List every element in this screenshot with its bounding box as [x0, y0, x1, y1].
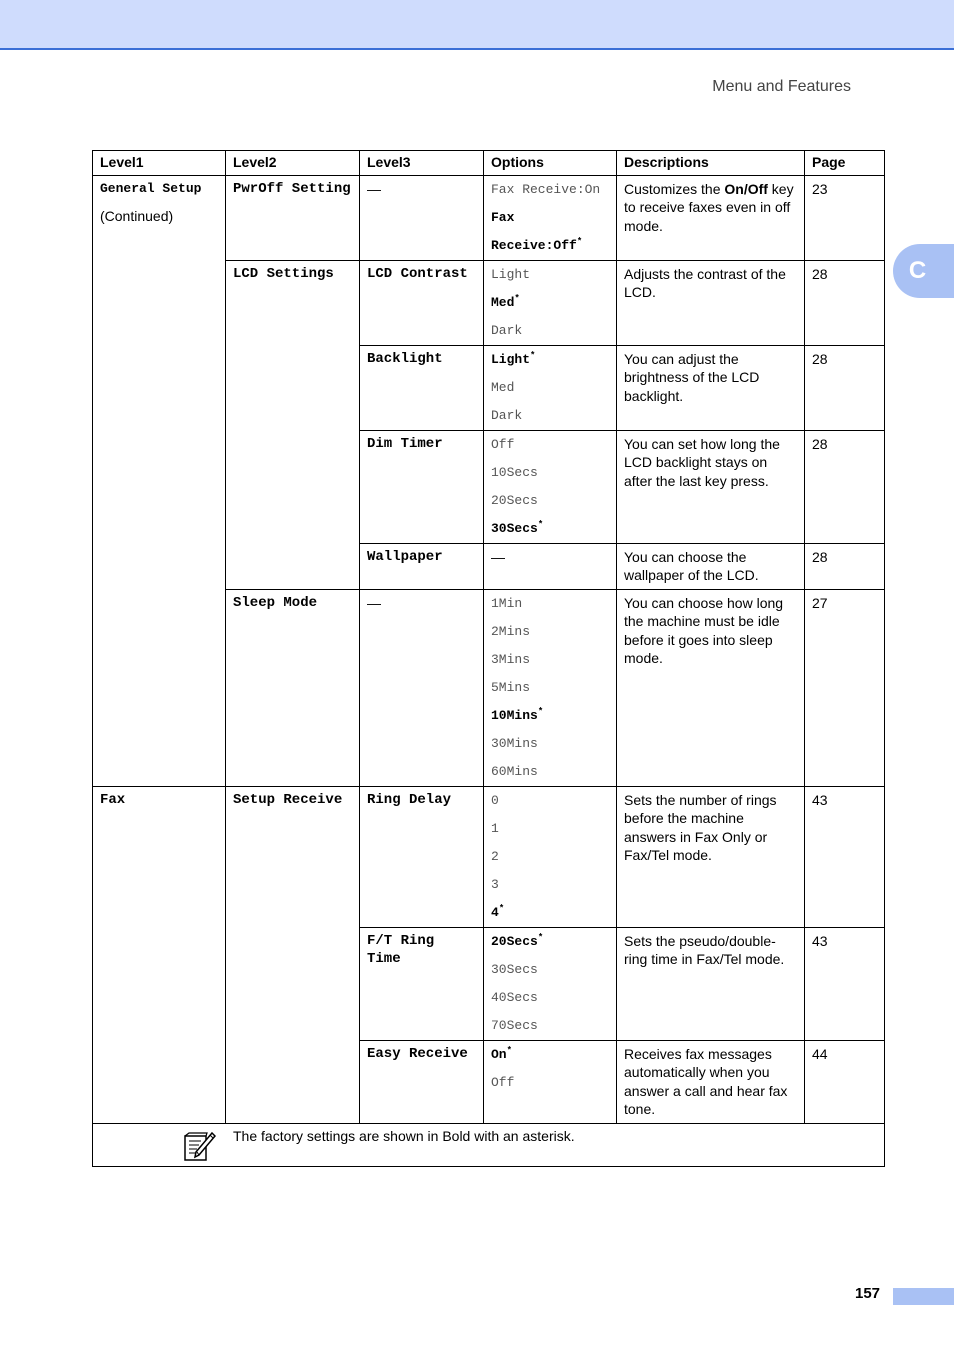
level3-backlight: Backlight — [360, 345, 484, 430]
note-text: The factory settings are shown in Bold with an asterisk. — [233, 1127, 575, 1144]
level2-lcd-settings: LCD Settings — [226, 260, 360, 589]
level3-ring-delay: Ring Delay — [360, 786, 484, 927]
level2-setup-receive: Setup Receive — [226, 786, 360, 1123]
page-cell: 28 — [805, 345, 885, 430]
option: 3Mins — [491, 651, 531, 667]
column-header: Level1 — [93, 151, 226, 176]
description-cell: You can choose how long the machine must be idle before it goes into sleep mode. — [617, 589, 805, 786]
option: 10Secs — [491, 464, 538, 480]
page-cell: 23 — [805, 175, 885, 260]
column-header: Descriptions — [617, 151, 805, 176]
page-cell: 28 — [805, 430, 885, 543]
option: 3 — [491, 876, 499, 892]
level3-easy-receive: Easy Receive — [360, 1040, 484, 1123]
chapter-tab: C — [893, 244, 954, 298]
level3-dim-timer: Dim Timer — [360, 430, 484, 543]
page-cell: 43 — [805, 927, 885, 1040]
option-default: Light* — [491, 350, 536, 367]
description-cell: You can choose the wallpaper of the LCD. — [617, 543, 805, 589]
options-cell — [484, 1040, 617, 1123]
option: 5Mins — [491, 679, 531, 695]
options-cell — [484, 175, 617, 260]
option: Dark — [491, 322, 523, 338]
option: Off — [491, 436, 515, 452]
page-cell: 43 — [805, 786, 885, 927]
description-cell: Sets the number of rings before the machine answers in Fax Only or Fax/Tel mode. — [617, 786, 805, 927]
option: 40Secs — [491, 989, 538, 1005]
option: Dark — [491, 407, 523, 423]
level2-pwroff-setting: PwrOff Setting — [226, 175, 360, 260]
option: 30Mins — [491, 735, 538, 751]
menu-table — [92, 150, 885, 1167]
level3-dash: — — [360, 175, 484, 260]
description-cell: Sets the pseudo/double-ring time in Fax/Tel mode. — [617, 927, 805, 1040]
option: 1 — [491, 820, 499, 836]
option-default: On* — [491, 1045, 513, 1062]
option-default: Med* — [491, 293, 520, 310]
options-cell — [484, 430, 617, 543]
options-cell — [484, 345, 617, 430]
options-cell — [484, 589, 617, 786]
column-header: Page — [805, 151, 885, 176]
option-default: 20Secs* — [491, 932, 544, 949]
description-cell: Receives fax messages automatically when you answer a call and hear fax tone. — [617, 1040, 805, 1123]
level3-ft-ring-time: F/T Ring Time — [360, 927, 484, 1040]
option-default: 4* — [491, 903, 505, 920]
option: 0 — [491, 792, 499, 808]
option: 70Secs — [491, 1017, 538, 1033]
options-cell — [484, 927, 617, 1040]
option: 2Mins — [491, 623, 531, 639]
options-cell — [484, 786, 617, 927]
description-cell: Customizes the On/Off key to receive faxes even in off mode. — [617, 175, 805, 260]
top-header-bar — [0, 0, 954, 50]
level1-cell — [93, 175, 226, 786]
page-number: 157 — [855, 1285, 881, 1302]
page-cell: 27 — [805, 589, 885, 786]
footer-bar — [893, 1288, 954, 1305]
level1-fax: Fax — [93, 786, 226, 1123]
page-cell: 28 — [805, 543, 885, 589]
options-dash: — — [484, 543, 617, 589]
level3-dash: — — [360, 589, 484, 786]
option: 30Secs — [491, 961, 538, 977]
option-default: 10Mins* — [491, 706, 544, 723]
level3-lcd-contrast: LCD Contrast — [360, 260, 484, 345]
option-default: Fax Receive:Off* — [491, 209, 583, 253]
description-cell: You can set how long the LCD backlight stays on after the last key press. — [617, 430, 805, 543]
option: 1Min — [491, 595, 523, 611]
section-title: Menu and Features — [712, 78, 851, 95]
column-header: Level2 — [226, 151, 360, 176]
level2-sleep-mode: Sleep Mode — [226, 589, 360, 786]
description-cell: Adjusts the contrast of the LCD. — [617, 260, 805, 345]
option: Med — [491, 379, 515, 395]
column-header: Level3 — [360, 151, 484, 176]
level3-wallpaper: Wallpaper — [360, 543, 484, 589]
page-cell: 44 — [805, 1040, 885, 1123]
level1-general-setup: General Setup — [100, 180, 202, 196]
option-default: 30Secs* — [491, 519, 544, 536]
note-row — [93, 1123, 885, 1166]
table-row — [93, 175, 885, 260]
page-cell: 28 — [805, 260, 885, 345]
option: 20Secs — [491, 492, 538, 508]
column-header: Options — [484, 151, 617, 176]
continued-label: (Continued) — [100, 208, 174, 224]
on-off-key-label: On/Off — [724, 180, 768, 197]
option: Light — [491, 266, 531, 282]
table-header-row — [93, 151, 885, 176]
option: Fax Receive:On — [491, 181, 601, 197]
note-pencil-icon — [182, 1130, 216, 1169]
option: 2 — [491, 848, 499, 864]
description-cell: You can adjust the brightness of the LCD backlight. — [617, 345, 805, 430]
options-cell — [484, 260, 617, 345]
table-row — [93, 786, 885, 927]
note-cell — [93, 1123, 885, 1166]
option: Off — [491, 1074, 515, 1090]
option: 60Mins — [491, 763, 538, 779]
